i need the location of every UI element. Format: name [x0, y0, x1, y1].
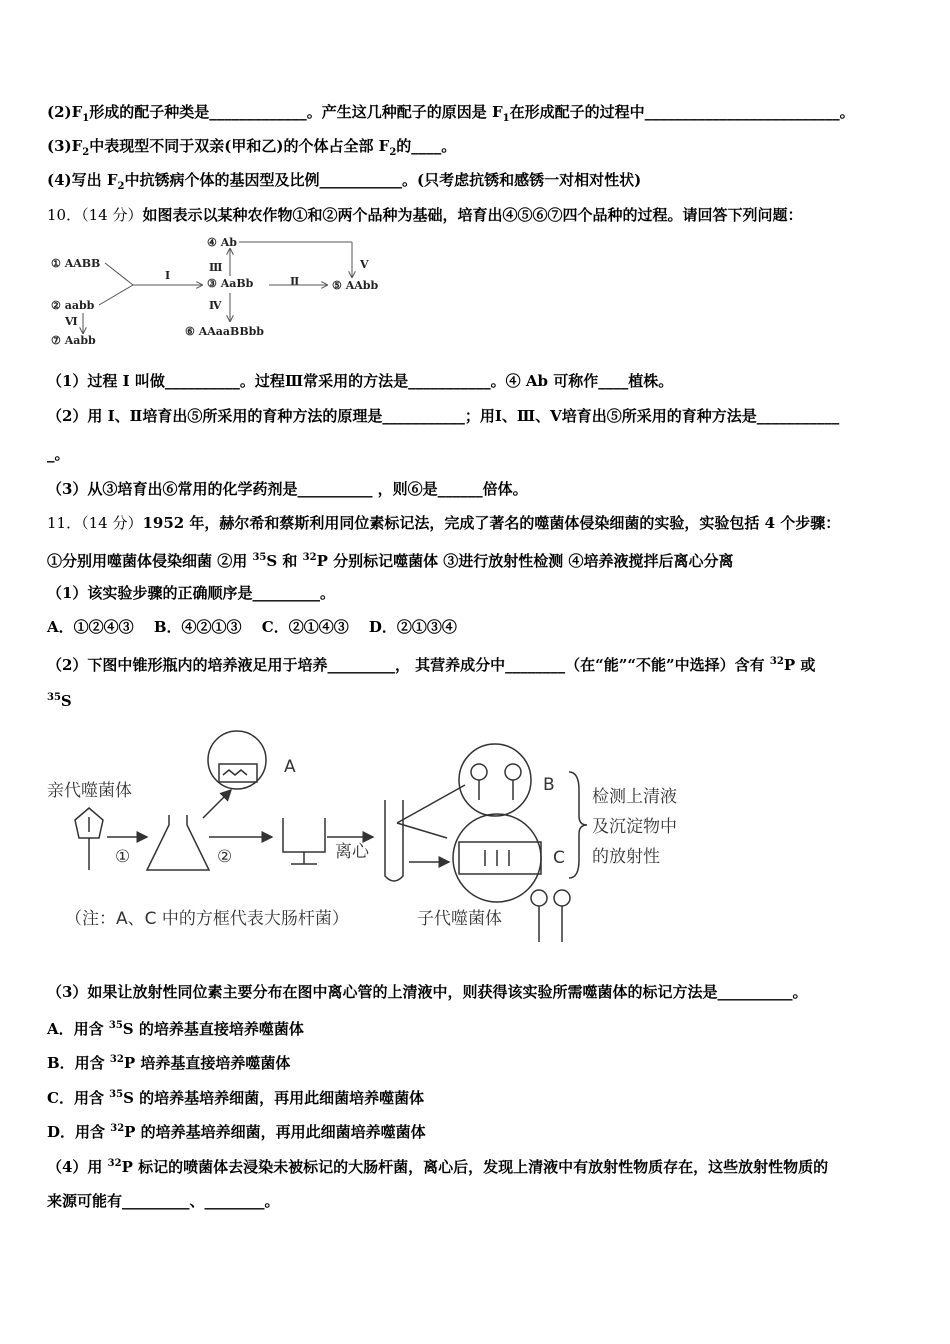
- q11-sub2-end: $^{35}$S: [47, 692, 72, 710]
- figure-note: （注：A、C 中的方框代表大肠杆菌）: [65, 909, 349, 929]
- q11-intro: 11．（14 分）1952 年，赫尔希和蔡斯利用同位素标记法，完成了著名的噬菌体侵染细菌的实验，实验包括 4 个步骤：: [47, 514, 841, 532]
- detect-line-2: 及沉淀物中: [592, 817, 677, 837]
- label-c: C: [553, 848, 565, 868]
- q9-part2: $(2)F_1$形成的配子种类是_____________。产生这几种配子的原因是 $F_1$在形成配子的过程中__________________________。: [47, 103, 855, 124]
- q10-intro: 10．（14 分）如图表示以某种农作物①和②两个品种为基础，培育出④⑤⑥⑦四个品种的过程。请回答下列问题：: [47, 206, 803, 224]
- q11-steps: ①分别用噬菌体侵染细菌 ②用 $^{35}$S 和 $^{32}$P 分别标记噬菌体 ③进行放射性检测 ④培养液搅拌后离心分离: [47, 552, 734, 570]
- breeding-diagram: [47, 233, 387, 351]
- node-6-aaaabbbb: ⑥ AAaaBBbb: [185, 325, 264, 338]
- process-III: Ⅲ: [209, 261, 223, 274]
- node-7-aabb: ⑦ Aabb: [51, 334, 96, 347]
- q11-option-c: C．用含 $^{35}$S 的培养基培养细菌，再用此细菌培养噬菌体: [47, 1089, 425, 1107]
- centrifuge-label: 离心: [335, 842, 369, 862]
- offspring-phage-label: 子代噬菌体: [417, 909, 502, 929]
- q9-part3: $(3)F_2$中表现型不同于双亲(甲和乙)的个体占全部 $F_2$的____。: [47, 137, 457, 158]
- node-3-aabb: ③ AaBb: [207, 277, 254, 290]
- detect-line-1: 检测上清液: [592, 787, 677, 807]
- phage-experiment-figure: [47, 730, 717, 955]
- node-1-aabb: ① AABB: [51, 257, 101, 270]
- q11-option-a: A．用含 $^{35}$S 的培养基直接培养噬菌体: [47, 1020, 304, 1038]
- q10-sub2-end: _。: [47, 445, 70, 463]
- node-4-ab: ④ Ab: [207, 236, 237, 249]
- q11-sub4-end: 来源可能有_________、________。: [47, 1192, 280, 1210]
- q10-sub2: （2）用 I、Ⅱ培育出⑤所采用的育种方法的原理是___________；用Ⅰ、Ⅲ、Ⅴ培育出⑤所采用的育种方法是___________: [47, 407, 840, 425]
- q10-sub3: （3）从③培育出⑥常用的化学药剂是__________ ，则⑥是______倍体。: [47, 480, 528, 498]
- label-b: B: [543, 775, 555, 795]
- q11-sub4: （4）用 $^{32}$P 标记的喷菌体去浸染未被标记的大肠杆菌，离心后，发现上清液中有放射性物质存在，这些放射性物质的: [47, 1158, 829, 1176]
- q9-part4: (4)写出 $F_2$中抗锈病个体的基因型及比例___________。(只考虑抗锈和感锈一对相对性状): [47, 171, 642, 192]
- process-V: Ⅴ: [360, 258, 369, 271]
- q11-sub3: （3）如果让放射性同位素主要分布在图中离心管的上清液中，则获得该实验所需噬菌体的标记方法是__________。: [47, 983, 808, 1001]
- q11-option-d: D．用含 $^{32}$P 的培养基培养细菌，再用此细菌培养噬菌体: [47, 1123, 426, 1141]
- node-2-aabb: ② aabb: [51, 299, 95, 312]
- process-IV: Ⅳ: [209, 299, 222, 312]
- label-a: A: [284, 757, 296, 777]
- process-I: I: [165, 269, 171, 282]
- q11-options: A．①②④③ B．④②①③ C．②①④③ D．②①③④: [47, 618, 457, 636]
- q11-sub1: （1）该实验步骤的正确顺序是_________。: [47, 584, 335, 602]
- q11-sub2: （2）下图中锥形瓶内的培养液足用于培养_________， 其营养成分中________（在“能”“不能”中选择）含有 $^{32}$P 或: [47, 656, 816, 674]
- process-VI: Ⅵ: [65, 315, 78, 328]
- node-5-aabb: ⑤ AAbb: [332, 279, 379, 292]
- q11-option-b: B．用含 $^{32}$P 培养基直接培养噬菌体: [47, 1054, 291, 1072]
- step-1-label: ①: [115, 847, 131, 867]
- parent-phage-label: 亲代噬菌体: [47, 781, 132, 801]
- process-II: Ⅱ: [290, 275, 300, 288]
- step-2-label: ②: [217, 847, 233, 867]
- q10-sub1: （1）过程 I 叫做__________。过程Ⅲ常采用的方法是___________。④ Ab 可称作____植株。: [47, 372, 674, 390]
- detect-line-3: 的放射性: [592, 847, 660, 867]
